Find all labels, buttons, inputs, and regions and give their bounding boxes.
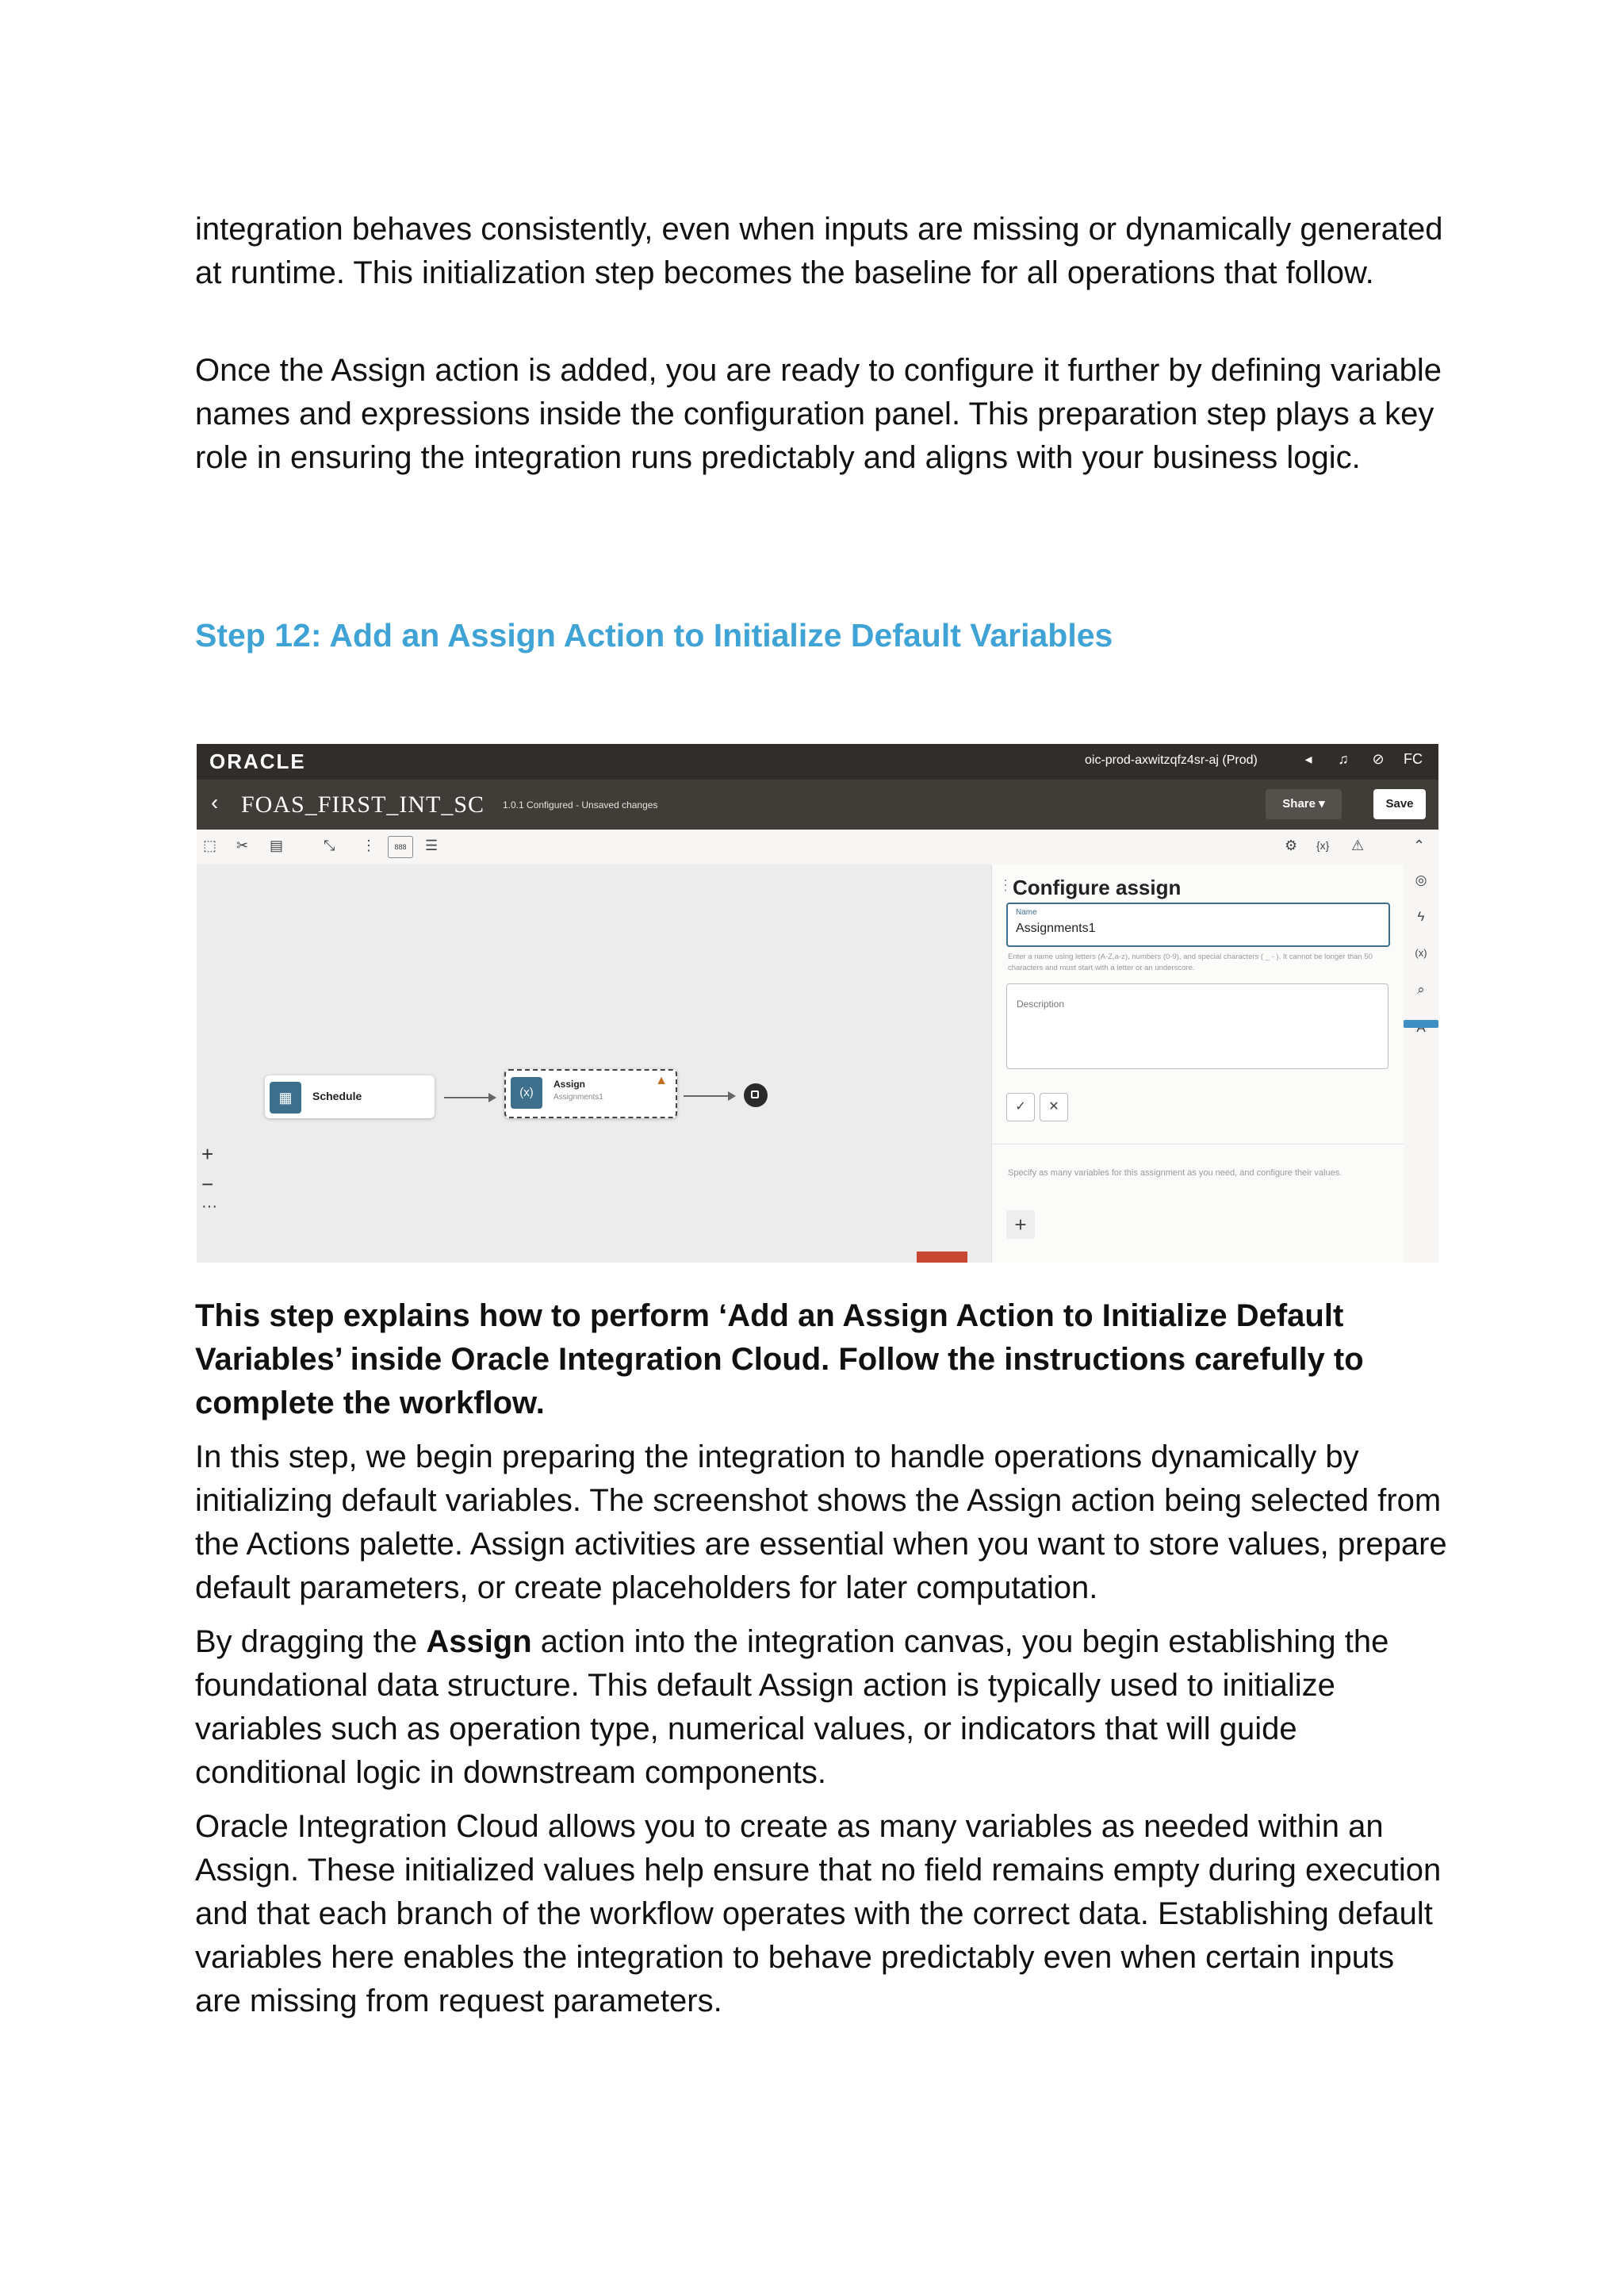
search-icon[interactable]: ⌕ [1417,982,1425,997]
name-field-label: Name [1016,908,1037,917]
actions-badge [1404,1020,1438,1028]
warning-triangle-icon: ▲ [655,1074,668,1087]
double-chevron-up-icon[interactable]: ⌃ [1413,838,1426,853]
more-icon[interactable]: ··· [201,1198,217,1215]
top-bar-icons [1291,751,1431,768]
body-paragraph-2-end: action into the integration canvas, you begin establishing the foundational data structure. This default Assign action is typically used to initialize variables such as operation type, numerical values, or indicators that will guide conditional logic in downstream components. [195,1624,1389,1790]
back-chevron-icon[interactable]: ‹ [211,790,219,815]
horizontal-layout-button[interactable]: 888 [388,836,413,858]
warning-icon[interactable]: ⚠ [1351,838,1365,853]
oic-screenshot [197,744,1438,1263]
top-bar [197,744,1438,780]
specify-variables-text: Specify as many variables for this assignment as you need, and configure their values. [1008,1168,1342,1178]
drag-handle-icon[interactable]: ⋮ [998,877,1013,893]
environment-name: oic-prod-axwitzqfz4sr-aj (Prod) [1085,753,1258,767]
confirm-button[interactable]: ✓ [1006,1093,1035,1121]
user-avatar[interactable]: FC [1404,751,1423,767]
target-icon[interactable]: ◎ [1415,872,1427,887]
description-input[interactable] [1006,983,1388,1069]
integration-title-bar [197,780,1438,830]
select-icon[interactable]: ⬚ [203,838,217,853]
assign-sublabel: Assignments1 [553,1093,603,1102]
cut-icon[interactable]: ✂ [236,838,249,853]
lightning-icon[interactable]: ϟ [1417,909,1425,924]
bell-icon[interactable]: ♫ [1338,751,1349,767]
panel-title: Configure assign [1013,876,1182,899]
description-label: Description [1017,999,1065,1010]
connector-arrow [444,1097,495,1098]
actions-icon[interactable] [1404,1020,1438,1036]
collapse-icon[interactable]: ⤡ [324,838,335,853]
assign-bold-term: Assign [426,1624,532,1659]
schedule-label: Schedule [312,1090,362,1102]
vertical-layout-icon[interactable]: ⋮ [362,838,376,853]
name-input[interactable] [1006,903,1390,947]
share-button[interactable] [1266,789,1342,819]
bold-intro-paragraph: This step explains how to perform ‘Add an Assign Action to Initialize Default Variables’ inside Oracle Integration Cloud. Follow the instructions carefully to complete the workflow. [195,1298,1364,1420]
assign-variable-icon: (x) [511,1077,542,1109]
integration-canvas[interactable] [197,864,991,1263]
pseudo-view-icon[interactable]: ☰ [425,838,439,853]
name-field-value: Assignments1 [1016,922,1096,935]
variables-icon[interactable]: {x} [1316,839,1330,852]
integration-name: FOAS_FIRST_INT_SC [241,792,485,818]
body-paragraph-2 [195,1620,1448,1795]
share-label: Share [1282,797,1316,811]
body-paragraph-2-start: By dragging the [195,1624,427,1659]
settings-gear-icon[interactable]: ⚙ [1285,838,1298,853]
intro-paragraph-2: Once the Assign action is added, you are ready to configure it further by defining variable names and expressions inside the configuration panel. This preparation step plays a key role in ensuring the integration runs predictably and aligns with your business logic. [195,353,1442,475]
variables-rail-icon[interactable]: (x) [1415,947,1427,959]
connector-arrow [684,1095,734,1097]
schedule-node[interactable] [265,1075,435,1118]
announcement-icon[interactable]: ◂ [1304,751,1312,767]
intro-paragraph-1: integration behaves consistently, even when inputs are missing or dynamically generated at runtime. This initialization step becomes the baseline for all operations that follow. [195,212,1443,290]
add-variable-button[interactable]: + [1006,1210,1035,1239]
caret-down-icon: ▾ [1319,797,1325,811]
assign-node[interactable] [504,1069,677,1118]
red-tab [917,1251,967,1263]
body-paragraph-1: In this step, we begin preparing the integration to handle operations dynamically by initializing default variables. The screenshot shows the Assign action being selected from the Actions palette. Assign activities are essential when you want to store values, prepare default parameters, or create placeholders for later computation. [195,1439,1447,1605]
zoom-in-icon[interactable]: + [201,1142,214,1166]
body-paragraph-3: Oracle Integration Cloud allows you to create as many variables as needed within an Assign. These initialized values help ensure that no field remains empty during execution and that each branch of the workflow operates with the correct data. Establishing default variables here enables the integration to behave predictably even when certain inputs are missing from request parameters. [195,1809,1442,2018]
step-heading: Step 12: Add an Assign Action to Initialize Default Variables [195,617,1113,654]
save-button[interactable]: Save [1373,789,1426,819]
oracle-logo: ORACLE [209,749,306,773]
assign-label: Assign [553,1079,586,1090]
canvas-toolbar [197,830,1438,865]
integration-status: 1.0.1 Configured - Unsaved changes [503,799,658,811]
end-node[interactable] [744,1083,768,1107]
right-rail [1404,864,1438,1263]
zoom-out-icon[interactable]: − [201,1172,214,1196]
configure-assign-panel [991,864,1404,1263]
paste-icon[interactable]: ▤ [270,838,284,853]
help-icon[interactable]: ⊘ [1372,751,1385,767]
cancel-button[interactable]: ✕ [1040,1093,1068,1121]
name-help-text: Enter a name using letters (A-Z,a-z), numbers (0-9), and special characters ( _ - ). It cannot be longer than 50 characters and must start with a letter or an underscore. [1008,953,1373,972]
calendar-icon: ▦ [270,1082,301,1114]
